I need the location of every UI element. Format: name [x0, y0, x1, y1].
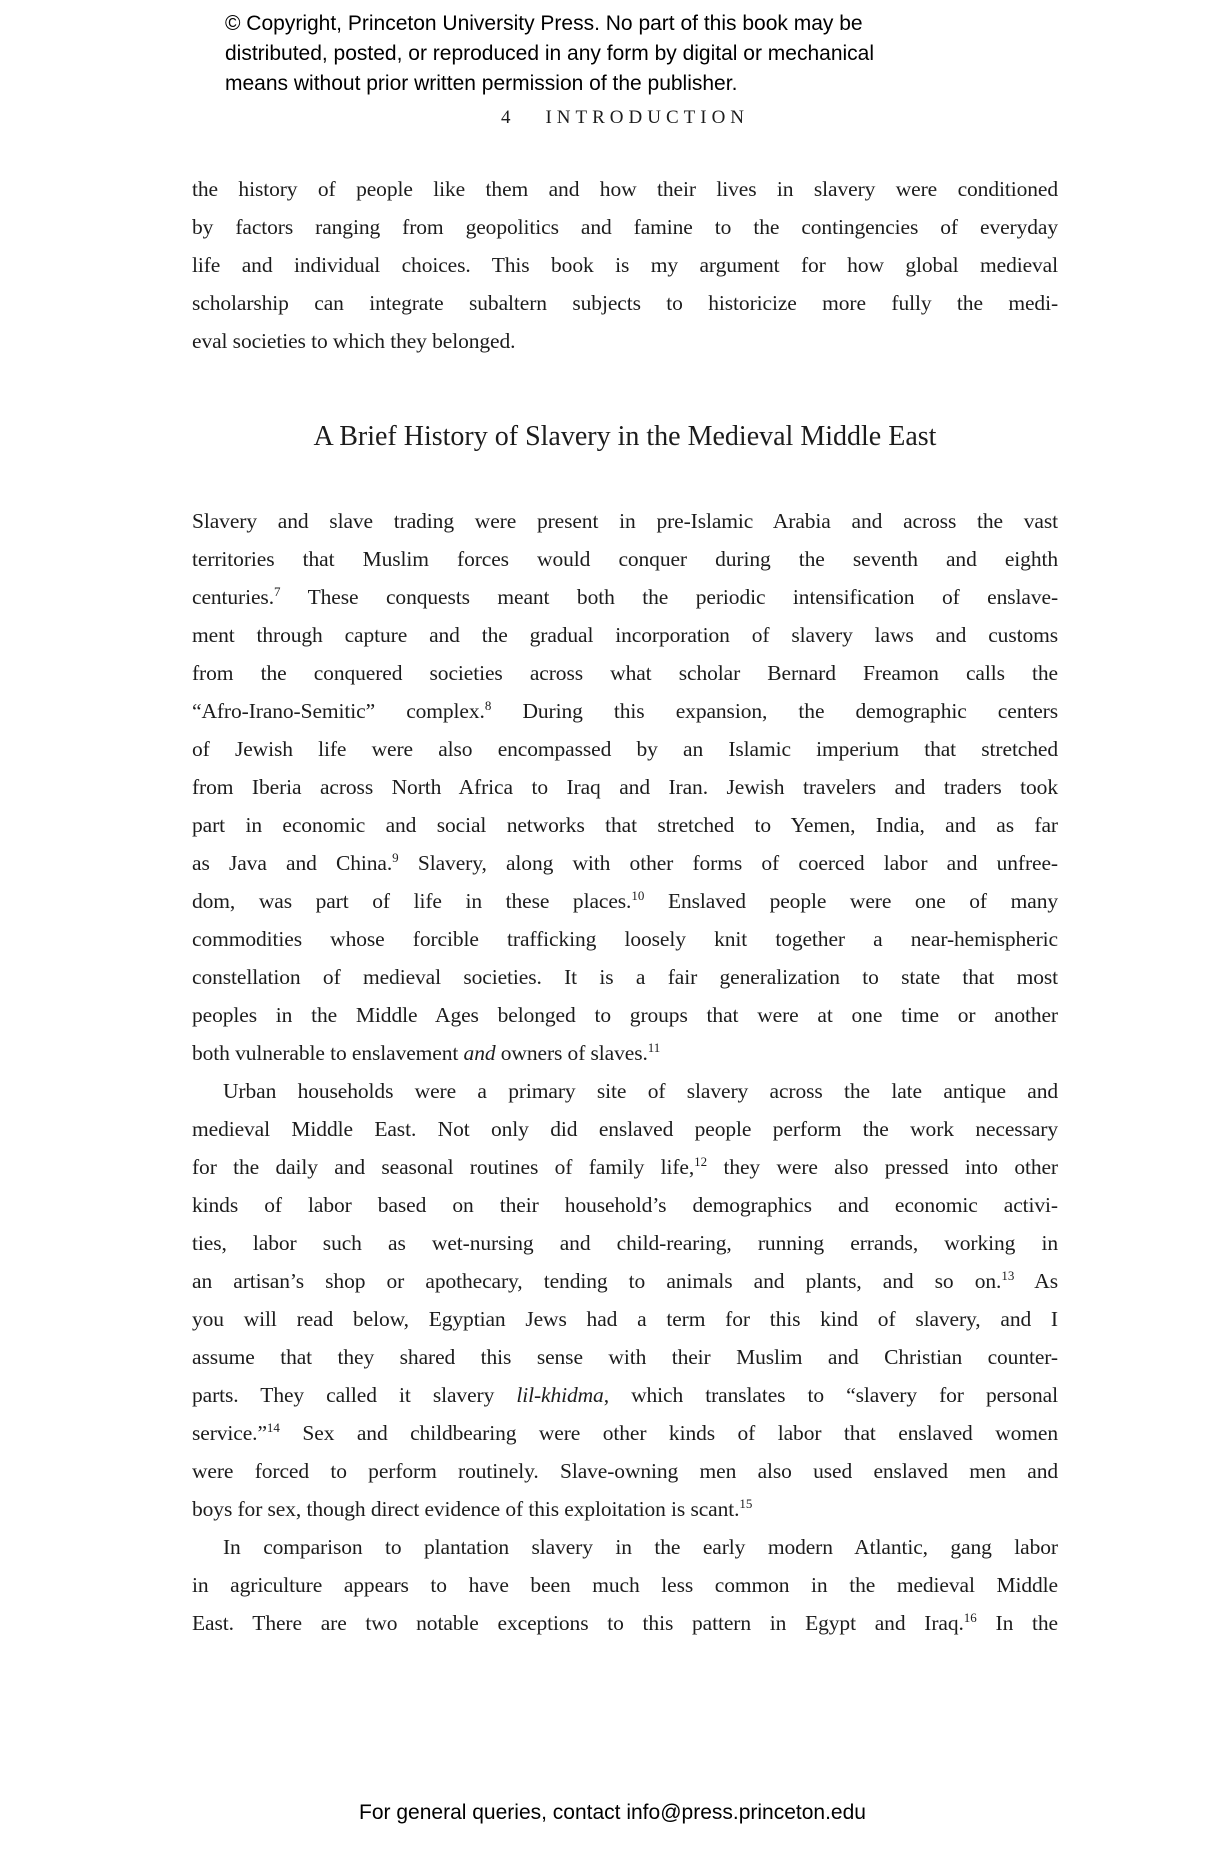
- text-line: [192, 1566, 1058, 1604]
- text-run: Slavery and slave trading were present in pre-Islamic Arabia and across the vast: [192, 509, 1058, 533]
- text-run: , which translates to “slavery for personal: [603, 1383, 1058, 1407]
- text-line: [192, 246, 1058, 284]
- text-run: an artisan’s shop or apothecary, tending to animals and plants, and so on.: [192, 1269, 1002, 1293]
- page-number: 4: [500, 107, 512, 128]
- text-run: dom, was part of life in these places.: [192, 889, 632, 913]
- text-line: [192, 616, 1058, 654]
- text-line: [192, 1376, 1058, 1414]
- text-run: These conquests meant both the periodic intensification of enslave-: [280, 585, 1058, 609]
- text-run: During this expansion, the demographic centers: [491, 699, 1058, 723]
- paragraph: [192, 502, 1058, 1072]
- copyright-line: means without prior written permission of the publisher.: [225, 72, 738, 95]
- text-line: [192, 540, 1058, 578]
- text-run: service.”: [192, 1421, 267, 1445]
- text-run: from the conquered societies across what scholar Bernard Freamon calls the: [192, 661, 1058, 685]
- text-run: in agriculture appears to have been much less common in the medieval Middle: [192, 1573, 1058, 1597]
- text-run: part in economic and social networks that stretched to Yemen, India, and as far: [192, 813, 1058, 837]
- text-line: [192, 1338, 1058, 1376]
- text-run: Urban households were a primary site of slavery across the late antique and: [223, 1079, 1058, 1103]
- text-line: [192, 692, 1058, 730]
- text-line: [192, 1186, 1058, 1224]
- footer-queries: [0, 1800, 1225, 1826]
- text-run: by factors ranging from geopolitics and famine to the contingencies of everyday: [192, 215, 1058, 239]
- footnote-reference: 15: [739, 1496, 753, 1511]
- running-title: INTRODUCTION: [545, 107, 750, 128]
- text-line: [192, 1148, 1058, 1186]
- footer-text: For general queries, contact info@press.princeton.edu: [359, 1801, 866, 1824]
- footnote-reference: 16: [963, 1610, 977, 1625]
- text-run: constellation of medieval societies. It is a fair generalization to state that most: [192, 965, 1058, 989]
- text-run: as Java and China.: [192, 851, 393, 875]
- footnote-reference: 7: [273, 584, 281, 599]
- text-run: both vulnerable to enslavement: [192, 1041, 464, 1065]
- text-line: [192, 208, 1058, 246]
- italic-text: and: [463, 1041, 496, 1065]
- paragraph: [192, 1072, 1058, 1528]
- text-run: eval societies to which they belonged.: [192, 329, 516, 353]
- text-run: In the: [976, 1611, 1058, 1635]
- text-run: boys for sex, though direct evidence of this exploitation is scant.: [192, 1497, 740, 1521]
- footnote-reference: 11: [647, 1040, 661, 1055]
- text-line: [192, 996, 1058, 1034]
- text-run: centuries.: [192, 585, 274, 609]
- section-heading: A Brief History of Slavery in the Medieval Middle East: [313, 421, 937, 452]
- text-line: [192, 1262, 1058, 1300]
- copyright-line: © Copyright, Princeton University Press. No part of this book may be: [225, 12, 863, 35]
- text-run: the history of people like them and how their lives in slavery were conditioned: [192, 177, 1058, 201]
- text-line: [192, 578, 1058, 616]
- footnote-reference: 12: [694, 1154, 708, 1169]
- text-line: [192, 322, 1058, 360]
- text-run: from Iberia across North Africa to Iraq and Iran. Jewish travelers and traders took: [192, 775, 1058, 799]
- copyright-notice: [225, 9, 985, 99]
- text-line: [192, 882, 1058, 920]
- text-run: Sex and childbearing were other kinds of labor that enslaved women: [279, 1421, 1058, 1445]
- footnote-reference: 9: [392, 850, 399, 865]
- text-line: [192, 1528, 1058, 1566]
- footnote-reference: 8: [484, 698, 492, 713]
- text-run: East. There are two notable exceptions to this pattern in Egypt and Iraq.: [192, 1611, 964, 1635]
- text-run: parts. They called it slavery: [192, 1383, 517, 1407]
- paragraph: [192, 170, 1058, 360]
- text-line: [192, 1300, 1058, 1338]
- footnote-reference: 13: [1001, 1268, 1015, 1283]
- text-run: were forced to perform routinely. Slave-owning men also used enslaved men and: [192, 1459, 1058, 1483]
- text-run: territories that Muslim forces would conquer during the seventh and eighth: [192, 547, 1058, 571]
- copyright-line: distributed, posted, or reproduced in any form by digital or mechanical: [225, 42, 875, 65]
- text-run: life and individual choices. This book is my argument for how global medieval: [192, 253, 1058, 277]
- footnote-reference: 14: [266, 1420, 280, 1435]
- text-run: kinds of labor based on their household’s demographics and economic activi-: [192, 1193, 1058, 1217]
- text-line: [192, 170, 1058, 208]
- text-run: owners of slaves.: [495, 1041, 648, 1065]
- text-line: [192, 920, 1058, 958]
- running-header: [192, 106, 1058, 130]
- text-run: In comparison to plantation slavery in the early modern Atlantic, gang labor: [223, 1535, 1058, 1559]
- text-line: [192, 844, 1058, 882]
- text-line: [192, 284, 1058, 322]
- text-run: you will read below, Egyptian Jews had a term for this kind of slavery, and I: [192, 1307, 1058, 1331]
- text-line: [192, 730, 1058, 768]
- text-line: [192, 768, 1058, 806]
- text-run: for the daily and seasonal routines of family life,: [192, 1155, 695, 1179]
- text-run: medieval Middle East. Not only did enslaved people perform the work necessary: [192, 1117, 1058, 1141]
- text-line: [192, 654, 1058, 692]
- text-line: [192, 1224, 1058, 1262]
- text-run: Slavery, along with other forms of coerced labor and unfree-: [398, 851, 1058, 875]
- text-line: [192, 958, 1058, 996]
- text-run: scholarship can integrate subaltern subjects to historicize more fully the medi-: [192, 291, 1058, 315]
- text-run: of Jewish life were also encompassed by an Islamic imperium that stretched: [192, 737, 1058, 761]
- italic-text: lil-khidma: [516, 1383, 604, 1407]
- body-text: [192, 170, 1058, 1642]
- text-run: “Afro-Irano-Semitic” complex.: [192, 699, 485, 723]
- text-line: [192, 502, 1058, 540]
- text-line: [192, 1414, 1058, 1452]
- footnote-reference: 10: [631, 888, 645, 903]
- text-run: they were also pressed into other: [707, 1155, 1058, 1179]
- text-line: [192, 1452, 1058, 1490]
- text-line: [192, 806, 1058, 844]
- text-run: peoples in the Middle Ages belonged to groups that were at one time or another: [192, 1003, 1058, 1027]
- text-line: [192, 1490, 1058, 1528]
- text-line: [192, 1034, 1058, 1072]
- text-run: As: [1014, 1269, 1058, 1293]
- text-run: Enslaved people were one of many: [644, 889, 1058, 913]
- text-run: ties, labor such as wet-nursing and child-rearing, running errands, working in: [192, 1231, 1058, 1255]
- text-line: [192, 1072, 1058, 1110]
- text-run: commodities whose forcible trafficking loosely knit together a near-hemispheric: [192, 927, 1058, 951]
- paragraph: [192, 1528, 1058, 1642]
- text-line: [192, 1110, 1058, 1148]
- text-run: assume that they shared this sense with their Muslim and Christian counter-: [192, 1345, 1058, 1369]
- text-line: [192, 1604, 1058, 1642]
- text-run: ment through capture and the gradual incorporation of slavery laws and customs: [192, 623, 1058, 647]
